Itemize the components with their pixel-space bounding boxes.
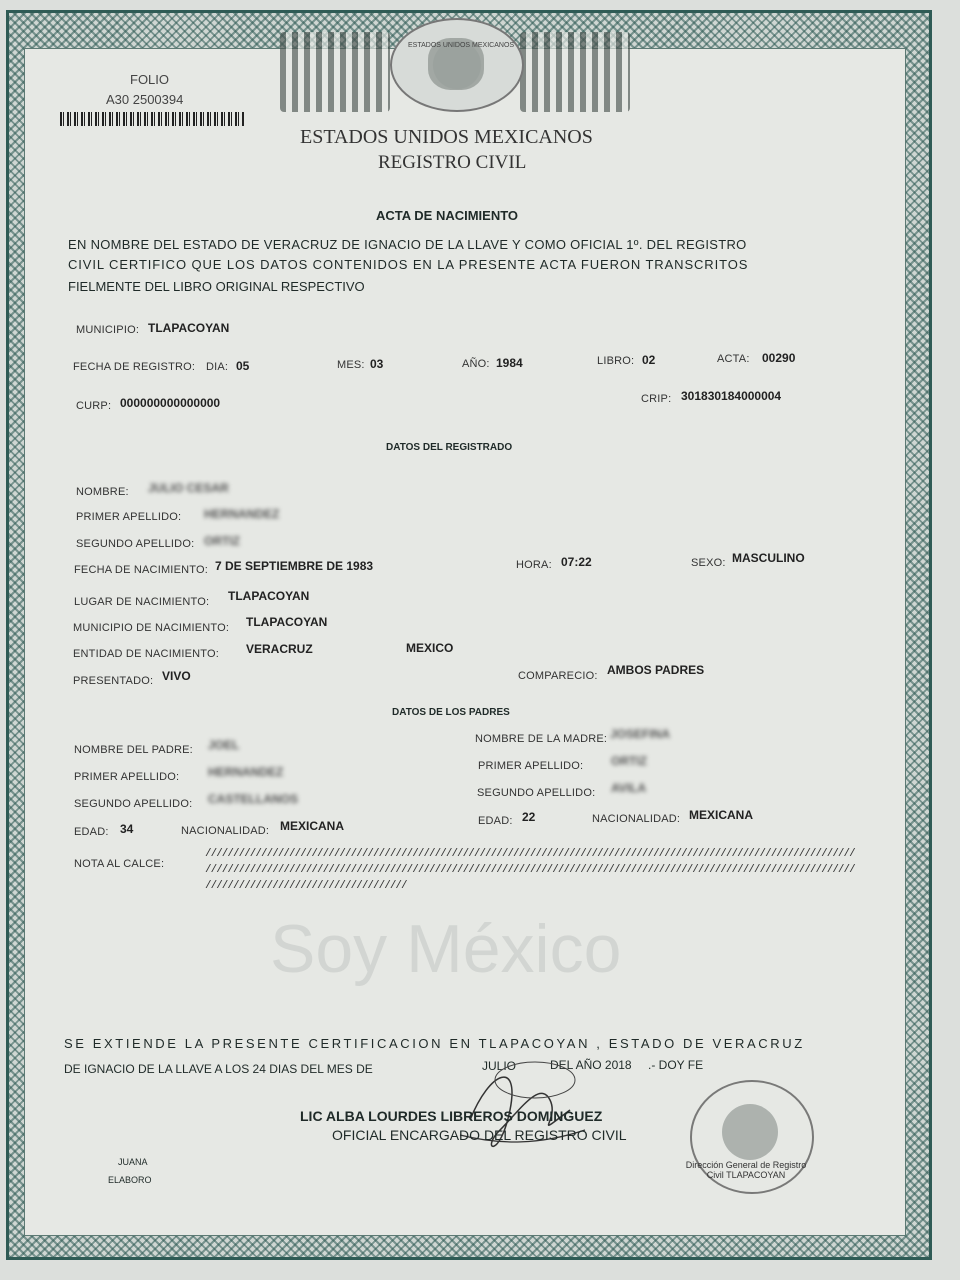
national-emblem-icon [390,18,524,112]
libro-value: 02 [642,353,656,367]
crip-value: 301830184000004 [681,389,782,403]
barcode-icon [60,112,245,126]
padre-nacionalidad-label: NACIONALIDAD: [181,825,270,837]
madre-apellido1-label: PRIMER APELLIDO: [478,760,584,772]
padre-edad-label: EDAD: [74,826,109,838]
madre-nombre-value: JOSEFINA [610,727,671,741]
lugar-nacimiento-label: LUGAR DE NACIMIENTO: [74,596,210,608]
cierre-line-2a: DE IGNACIO DE LA LLAVE A LOS 24 DIAS DEL MES DE [64,1062,373,1076]
municipio-nacimiento-value: TLAPACOYAN [246,615,328,629]
mes-label: MES: [337,359,365,371]
padre-nacionalidad-value: MEXICANA [280,819,345,833]
signature-icon [450,1050,590,1160]
sexo-value: MASCULINO [732,551,805,565]
padre-nombre-label: NOMBRE DEL PADRE: [74,744,193,756]
cierre-anio: DEL AÑO 2018 [550,1058,632,1072]
nota-line-3: //////////////////////////////////// [205,880,407,892]
segundo-apellido-value: ORTIZ [204,534,240,548]
padre-apellido2-value: CASTELLANOS [208,792,298,806]
acta-label: ACTA: [717,353,750,365]
presentado-label: PRESENTADO: [73,675,154,687]
madre-apellido2-value: AVILA [611,781,647,795]
libro-label: LIBRO: [597,355,635,367]
emblem-text: ESTADOS UNIDOS MEXICANOS [408,42,515,49]
intro-line-1: EN NOMBRE DEL ESTADO DE VERACRUZ DE IGNACIO DE LA LLAVE Y COMO OFICIAL 1º. DEL REGISTRO [68,237,747,252]
curp-value: 000000000000000 [120,396,221,410]
acta-value: 00290 [762,351,796,365]
dia-label: DIA: [206,361,229,373]
padre-apellido2-label: SEGUNDO APELLIDO: [74,798,193,810]
watermark-text: Soy México [270,911,622,987]
fecha-registro-label: FECHA DE REGISTRO: [73,361,196,373]
madre-edad-label: EDAD: [478,815,513,827]
nombre-value: JULIO CESAR [148,481,229,495]
padre-apellido1-label: PRIMER APELLIDO: [74,771,180,783]
aztec-frieze-right [520,32,630,112]
hora-label: HORA: [516,559,552,571]
folio-label: FOLIO [130,72,170,87]
comparecio-label: COMPARECIO: [518,670,598,682]
official-name: LIC ALBA LOURDES LIBREROS DOMINGUEZ [300,1108,603,1124]
intro-line-2: CIVIL CERTIFICO QUE LOS DATOS CONTENIDOS EN LA PRESENTE ACTA FUERON TRANSCRITOS [68,257,749,272]
cierre-line-1: SE EXTIENDE LA PRESENTE CERTIFICACION EN TLAPACOYAN , ESTADO DE VERACRUZ [64,1036,805,1051]
nota-label: NOTA AL CALCE: [74,858,165,870]
comparecio-value: AMBOS PADRES [607,663,705,677]
sexo-label: SEXO: [691,557,726,569]
official-title: OFICIAL ENCARGADO DEL REGISTRO CIVIL [332,1127,627,1143]
padre-apellido1-value: HERNANDEZ [208,765,284,779]
elaboro-name: JUANA [118,1157,148,1167]
cierre-doy-fe: .- DOY FE [648,1058,704,1072]
anio-label: AÑO: [462,358,490,370]
nota-line-2: //////////////////////////////////////////////////////////////////////////////////////////////////////////////////// [205,864,855,876]
seal-emblem-icon [722,1104,778,1160]
mes-value: 03 [370,357,384,371]
country-title: ESTADOS UNIDOS MEXICANOS [300,126,593,148]
entidad-nacimiento-value: VERACRUZ [246,642,313,656]
document-title: ACTA DE NACIMIENTO [376,208,519,223]
nota-line-1: //////////////////////////////////////////////////////////////////////////////////////////////////////////////////// [205,848,855,860]
madre-apellido1-value: ORTIZ [611,754,647,768]
padre-edad-value: 34 [120,822,134,836]
seal-text: Dirección General de Registro Civil TLAPACOYAN [685,1160,807,1180]
municipio-value: TLAPACOYAN [148,321,230,335]
madre-nacionalidad-value: MEXICANA [689,808,754,822]
hora-value: 07:22 [561,555,592,569]
municipio-label: MUNICIPIO: [76,324,140,336]
dia-value: 05 [236,359,250,373]
madre-apellido2-label: SEGUNDO APELLIDO: [477,787,596,799]
entidad-nacimiento-label: ENTIDAD DE NACIMIENTO: [73,648,219,660]
primer-apellido-label: PRIMER APELLIDO: [76,511,182,523]
pais-nacimiento-value: MEXICO [406,641,454,655]
aztec-frieze-left [280,32,390,112]
lugar-nacimiento-value: TLAPACOYAN [228,589,310,603]
cierre-mes: JULIO [482,1059,517,1073]
primer-apellido-value: HERNANDEZ [204,507,280,521]
crip-label: CRIP: [641,393,672,405]
madre-nombre-label: NOMBRE DE LA MADRE: [475,733,608,745]
fecha-nacimiento-value: 7 DE SEPTIEMBRE DE 1983 [215,559,374,573]
segundo-apellido-label: SEGUNDO APELLIDO: [76,538,195,550]
madre-edad-value: 22 [522,810,536,824]
elaboro-label: ELABORO [108,1175,152,1185]
intro-line-3: FIELMENTE DEL LIBRO ORIGINAL RESPECTIVO [68,279,365,294]
anio-value: 1984 [496,356,523,370]
municipio-nacimiento-label: MUNICIPIO DE NACIMIENTO: [73,622,230,634]
office-title: REGISTRO CIVIL [378,152,527,173]
section-registrado: DATOS DEL REGISTRADO [386,442,513,453]
madre-nacionalidad-label: NACIONALIDAD: [592,813,681,825]
folio-number: A30 2500394 [106,92,184,107]
padre-nombre-value: JOEL [208,738,240,752]
fecha-nacimiento-label: FECHA DE NACIMIENTO: [74,564,208,576]
nombre-label: NOMBRE: [76,486,129,498]
section-padres: DATOS DE LOS PADRES [392,707,510,718]
presentado-value: VIVO [162,669,191,683]
curp-label: CURP: [76,400,112,412]
